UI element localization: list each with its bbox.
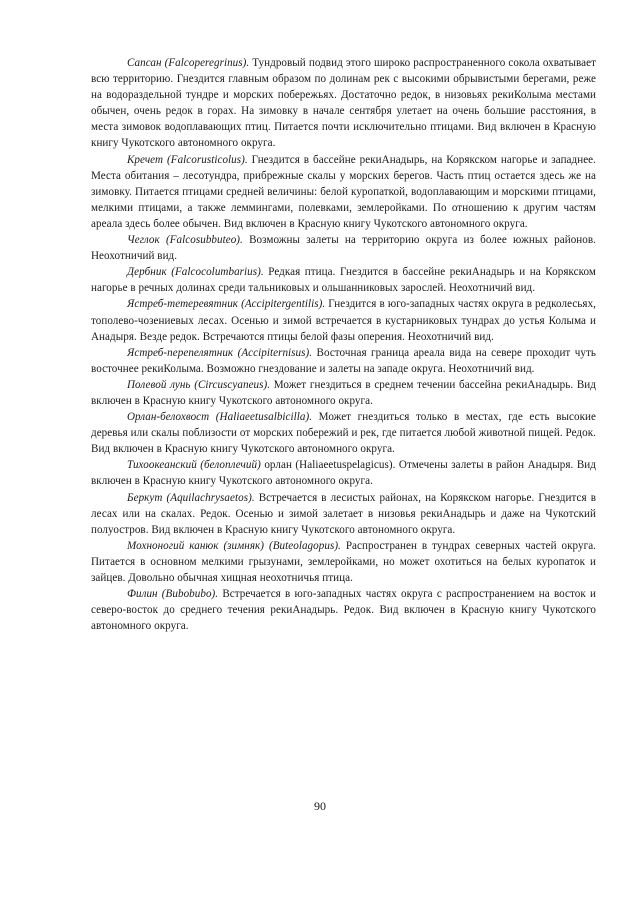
paragraph-text: Распространен в тундрах северных частей округа. Питается в основном мелкими грызунами, землеройками, но может охотиться на белых куропаток и зайцев. Довольно обычная хищная неохотничья птица. xyxy=(91,539,596,584)
paragraph-text: Тундровый подвид этого широко распространенного сокола охватывает всю территорию. Гнездится главным образом по долинам рек с высокими обрывистыми берегами, реже на водораздельной тундре и морских побережьях. Достаточно редок, в низовьях рекиКолыма местами обычен, очень редок в горах. На зимовку в начале сентября улетает на очень большие расстояния, в места зимовок водоплавающих птиц. Питается почти исключительно птицами. Вид включен в Красную книгу Чукотского автономного округа. xyxy=(91,57,596,150)
species-name: Мохноногий канюк (зимняк) (Buteolagopus). xyxy=(127,539,341,552)
paragraph-berkut xyxy=(91,490,596,538)
species-name: Полевой лунь (Circuscyaneus). xyxy=(127,378,271,391)
paragraph-text: орлан (Haliaeetuspelagicus). Отмечены залеты в район Анадыря. Вид включен в Красную книгу Чукотского автономного округа. xyxy=(91,459,596,488)
page-number: 90 xyxy=(314,799,326,813)
paragraph-derbnik xyxy=(91,264,596,296)
paragraph-text: Восточная граница ареала вида на севере проходит чуть восточнее рекиКолыма. Возможно гнездование и залеты на западе округа. Неохотничий вид. xyxy=(91,346,596,375)
paragraph-orlan-belokhvost xyxy=(91,409,596,457)
paragraph-tikhookeanskii-orlan xyxy=(91,457,596,489)
paragraph-kaniuk xyxy=(91,538,596,586)
species-name: Ястреб-перепелятник (Accipiternisus). xyxy=(127,346,313,359)
paragraph-krechet xyxy=(91,152,596,232)
species-name: Сапсан (Falcoperegrinus). xyxy=(127,57,250,69)
paragraph-tetereviatnik xyxy=(91,296,596,344)
paragraph-text: Гнездится в бассейне рекиАнадырь, на Корякском нагорье и западнее. Места обитания – лесотундра, прибрежные скалы у морских берегов. Часть птиц остается здесь же на зимовку. Питается птицами средней величины: белой куропаткой, водоплавающим и морскими птицами, мелкими птицами, а также леммингами, полевками, землеройками. По отношению к другим частям ареала здесь более обычен. Вид включен в Красную книгу Чукотского автономного округа. xyxy=(91,153,596,230)
species-name: Дербник (Falcocolumbarius). xyxy=(127,266,264,279)
species-name: Ястреб-тетеревятник (Accipitergentilis). xyxy=(127,298,326,311)
paragraph-cheglok xyxy=(91,232,596,264)
species-name: Чеглок (Falcosubbuteo). xyxy=(127,234,243,247)
paragraph-text: Редкая птица. Гнездится в бассейне рекиАнадырь и на Корякском нагорье в речных долинах среди тальниковых и ольшанниковых зарослей. Неохотничий вид. xyxy=(91,266,596,295)
paragraph-sapsan xyxy=(91,55,596,152)
paragraph-polevoi-lun xyxy=(91,377,596,409)
paragraph-text: Может гнездиться только в местах, где есть высокие деревья или скалы поблизости от морских побережий и рек, где питается любой животной пищей. Редок. Вид включен в Красную книгу Чукотского автономного округа. xyxy=(91,411,596,456)
species-name: Тихоокеанский (белоплечий) xyxy=(127,459,261,472)
species-name: Орлан-белохвост (Haliaeetusalbicilla). xyxy=(127,411,313,424)
document-body xyxy=(91,55,596,634)
paragraph-text: Возможны залеты на территорию округа из более южных районов. Неохотничий вид. xyxy=(91,234,596,263)
paragraph-text: Встречается в юго-западных частях округа с распространением на восток и северо-восток до среднего течения рекиАнадырь. Редок. Вид включен в Красную книгу Чукотского автономного округа. xyxy=(91,588,596,633)
paragraph-perepeliatnik xyxy=(91,345,596,377)
paragraph-text: Встречается в лесистых районах, на Корякском нагорье. Гнездится в лесах или на скалах. Редок. Осенью и зимой залетает в низовья рекиАнадырь и даже на Чукотский полуостров. Вид включен в Красную книгу Чукотского автономного округа. xyxy=(91,491,596,536)
species-name: Кречет (Falcorusticolus). xyxy=(127,153,248,166)
species-name: Филин (Bubobubo). xyxy=(127,588,219,601)
species-name: Беркут (Aquilachrysaetos). xyxy=(127,491,255,504)
paragraph-filin xyxy=(91,586,596,634)
paragraph-text: Может гнездиться в среднем течении бассейна рекиАнадырь. Вид включен в Красную книгу Чукотского автономного округа. xyxy=(91,378,596,407)
paragraph-text: Гнездится в юго-западных частях округа в редколесьях, тополево-чозениевых лесах. Осенью и зимой встречается в кустарниковых тундрах до устья Колыма и Анадыря. Везде редок. Встречаются птицы белой фазы оперения. Неохотничий вид. xyxy=(91,298,596,343)
